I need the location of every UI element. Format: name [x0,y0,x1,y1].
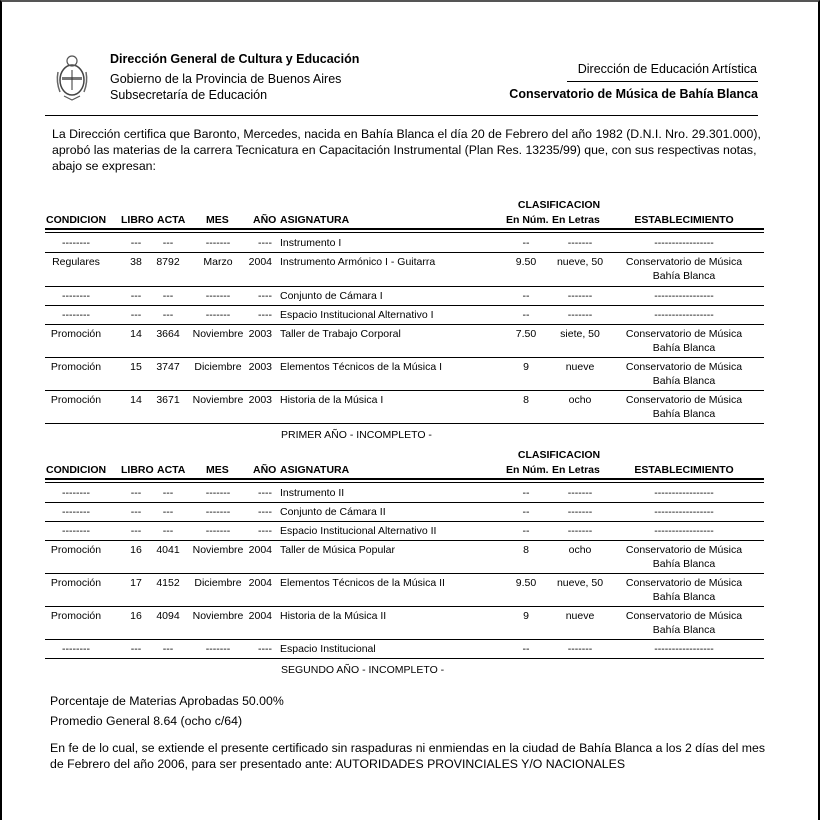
row-separator [45,606,764,607]
cell-nota-letras: nueve [565,610,595,622]
cell-nota-numero: 8 [523,394,529,406]
cell-nota-numero: -- [522,237,530,249]
cell-establecimiento: Conservatorio de Música [625,361,743,373]
row-separator [45,252,764,253]
column-header-libro: LIBRO [121,214,154,226]
cell-nota-numero: -- [522,525,530,537]
cell-nota-letras: ------- [567,506,593,518]
cell-libro: --- [130,506,142,518]
cell-anio: ---- [258,643,272,655]
column-header-anio: AÑO [253,464,277,476]
cell-libro: --- [130,237,142,249]
header-double-rule [45,478,764,483]
cell-asignatura: Taller de Trabajo Corporal [280,328,401,340]
row-separator [45,502,764,503]
cell-asignatura: Instrumento II [280,487,345,499]
cell-condicion: -------- [62,525,90,537]
row-separator [45,540,764,541]
column-header-mes: MES [206,464,229,476]
cell-establecimiento: ----------------- [654,309,714,321]
cell-condicion: -------- [62,309,90,321]
cell-libro: --- [130,309,142,321]
cell-asignatura: Espacio Institucional Alternativo I [280,309,434,321]
row-separator [45,324,764,325]
cell-mes: Diciembre [194,361,242,373]
cell-condicion: -------- [62,643,90,655]
cell-asignatura: Espacio Institucional Alternativo II [280,525,437,537]
cell-acta: --- [162,237,174,249]
cell-mes: ------- [205,506,231,518]
cell-mes: Noviembre [192,394,244,406]
column-header-mes: MES [206,214,229,226]
cell-acta: 4094 [156,610,180,622]
cell-nota-letras: nueve [565,361,595,373]
row-separator [45,286,764,287]
cell-anio: ---- [258,290,272,302]
cell-nota-letras: nueve, 50 [556,256,604,268]
cell-libro: 14 [130,394,142,406]
row-separator [45,305,764,306]
cell-asignatura: Conjunto de Cámara I [280,290,383,302]
cell-mes: ------- [205,525,231,537]
column-header-clasificacion: CLASIFICACION [517,199,601,211]
cell-condicion: -------- [62,487,90,499]
row-separator [45,521,764,522]
closing-statement: En fe de lo cual, se extiende el presente certificado sin raspaduras ni enmiendas en la ciudad de Bahía Blanca a los 2 días del mes de Febrero del año 2006, para ser presentado ante: AUTORIDADES PROVINCIALES Y/O NACIONALES [50,741,766,771]
cell-libro: --- [130,290,142,302]
cell-anio: 2004 [248,610,272,622]
cell-establecimiento-ciudad: Bahía Blanca [652,342,716,354]
header-double-rule [45,228,764,233]
cell-nota-numero: 9 [523,610,529,622]
cell-nota-numero: -- [522,290,530,302]
column-header-libro: LIBRO [121,464,154,476]
cell-asignatura: Espacio Institucional [280,643,376,655]
cell-establecimiento-ciudad: Bahía Blanca [652,591,716,603]
cell-condicion: Regulares [52,256,100,268]
cell-anio: ---- [258,506,272,518]
cell-acta: 3747 [156,361,180,373]
cell-mes: ------- [205,487,231,499]
column-header-establecimiento: ESTABLECIMIENTO [634,214,734,226]
column-header-condicion: CONDICION [46,214,107,226]
cell-libro: --- [130,643,142,655]
cell-establecimiento: Conservatorio de Música [625,577,743,589]
cell-condicion: Promoción [50,394,102,406]
column-header-en-letras: En Letras [552,464,600,476]
cell-establecimiento: Conservatorio de Música [625,328,743,340]
cell-acta: 8792 [156,256,180,268]
cell-nota-numero: 9.50 [515,577,537,589]
column-header-establecimiento: ESTABLECIMIENTO [634,464,734,476]
general-average: Promedio General 8.64 (ocho c/64) [50,714,243,728]
cell-nota-numero: -- [522,643,530,655]
cell-acta: 3664 [156,328,180,340]
cell-asignatura: Historia de la Música II [280,610,387,622]
cell-acta: --- [162,290,174,302]
column-header-en-num: En Núm. [506,464,549,476]
cell-nota-numero: -- [522,506,530,518]
column-header-asignatura: ASIGNATURA [280,214,350,226]
cell-anio: ---- [258,487,272,499]
cell-condicion: Promoción [50,544,102,556]
dept-rule [567,81,758,82]
cell-mes: ------- [205,290,231,302]
column-header-en-num: En Núm. [506,214,549,226]
cell-acta: --- [162,506,174,518]
column-header-condicion: CONDICION [46,464,107,476]
cell-condicion: Promoción [50,610,102,622]
cell-nota-numero: -- [522,487,530,499]
cell-mes: ------- [205,643,231,655]
row-separator [45,573,764,574]
row-separator [45,423,764,424]
cell-acta: --- [162,643,174,655]
column-header-anio: AÑO [253,214,277,226]
column-header-asignatura: ASIGNATURA [280,464,350,476]
cell-nota-numero: 9.50 [515,256,537,268]
cell-asignatura: Historia de la Música I [280,394,384,406]
cell-libro: 38 [130,256,142,268]
cell-asignatura: Instrumento I [280,237,342,249]
cell-establecimiento: ----------------- [654,487,714,499]
cell-anio: 2003 [248,394,272,406]
cell-establecimiento-ciudad: Bahía Blanca [652,624,716,636]
cell-anio: 2003 [248,361,272,373]
cell-establecimiento: ----------------- [654,506,714,518]
cell-condicion: Promoción [50,577,102,589]
row-separator [45,658,764,659]
cell-nota-numero: -- [522,309,530,321]
cell-acta: 4041 [156,544,180,556]
cell-establecimiento: Conservatorio de Música [625,256,743,268]
cell-nota-numero: 9 [523,361,529,373]
cell-establecimiento-ciudad: Bahía Blanca [652,375,716,387]
cell-establecimiento-ciudad: Bahía Blanca [652,270,716,282]
cell-mes: ------- [205,309,231,321]
cell-nota-letras: ------- [567,290,593,302]
org-line-3: Subsecretaría de Educación [110,88,268,102]
cell-libro: --- [130,525,142,537]
cell-anio: 2004 [248,577,272,589]
header-rule [45,115,758,116]
cell-libro: 15 [130,361,142,373]
cell-nota-letras: ------- [567,643,593,655]
cell-nota-letras: ocho [568,394,592,406]
cell-libro: 16 [130,544,142,556]
cell-asignatura: Instrumento Armónico I - Guitarra [280,256,436,268]
cell-nota-letras: siete, 50 [560,328,600,340]
column-header-en-letras: En Letras [552,214,600,226]
cell-establecimiento-ciudad: Bahía Blanca [652,558,716,570]
cell-anio: 2004 [248,256,272,268]
cell-nota-letras: ocho [568,544,592,556]
cell-establecimiento: ----------------- [654,290,714,302]
cell-libro: --- [130,487,142,499]
cell-condicion: -------- [62,290,90,302]
year-status-footer: PRIMER AÑO - INCOMPLETO - [281,429,432,441]
cell-mes: Noviembre [192,328,244,340]
cell-nota-letras: ------- [567,525,593,537]
cell-nota-letras: ------- [567,237,593,249]
institution-name: Conservatorio de Música de Bahía Blanca [509,87,758,101]
cell-acta: 3671 [156,394,180,406]
cell-acta: --- [162,309,174,321]
cell-nota-numero: 7.50 [515,328,537,340]
cell-mes: Marzo [203,256,233,268]
cell-anio: ---- [258,309,272,321]
column-header-acta: ACTA [157,464,186,476]
cell-acta: 4152 [156,577,180,589]
cell-asignatura: Taller de Música Popular [280,544,395,556]
approved-percentage: Porcentaje de Materias Aprobadas 50.00% [50,694,284,708]
cell-mes: Noviembre [192,610,244,622]
cell-libro: 16 [130,610,142,622]
row-separator [45,639,764,640]
row-separator [45,357,764,358]
row-separator [45,390,764,391]
cell-asignatura: Elementos Técnicos de la Música II [280,577,445,589]
cell-asignatura: Elementos Técnicos de la Música I [280,361,443,373]
year-status-footer: SEGUNDO AÑO - INCOMPLETO - [281,664,445,676]
cell-establecimiento: Conservatorio de Música [625,610,743,622]
cell-nota-numero: 8 [523,544,529,556]
cell-establecimiento: Conservatorio de Música [625,544,743,556]
cell-libro: 14 [130,328,142,340]
department-name: Dirección de Educación Artística [577,62,757,76]
org-line-2: Gobierno de la Provincia de Buenos Aires [110,72,342,86]
cell-nota-letras: ------- [567,487,593,499]
cell-establecimiento-ciudad: Bahía Blanca [652,408,716,420]
certification-intro: La Dirección certifica que Baronto, Mercedes, nacida en Bahía Blanca el día 20 de Febrero del año 1982 (D.N.I. Nro. 29.301.000), aprobó las materias de la carrera Tecnicatura en Capacitación Instrumental (Plan Res. 13235/99) que, con sus respectivas notas, abajo se expresan: [52,127,761,173]
cell-nota-letras: ------- [567,309,593,321]
cell-establecimiento: ----------------- [654,525,714,537]
cell-anio: 2003 [248,328,272,340]
cell-condicion: -------- [62,237,90,249]
cell-anio: 2004 [248,544,272,556]
cell-mes: Diciembre [194,577,242,589]
cell-mes: ------- [205,237,231,249]
cell-acta: --- [162,487,174,499]
cell-asignatura: Conjunto de Cámara II [280,506,386,518]
cell-condicion: -------- [62,506,90,518]
column-header-acta: ACTA [157,214,186,226]
org-title: Dirección General de Cultura y Educación [110,52,360,66]
coat-of-arms-icon [54,50,90,104]
cell-establecimiento: ----------------- [654,237,714,249]
cell-nota-letras: nueve, 50 [556,577,604,589]
cell-mes: Noviembre [192,544,244,556]
cell-libro: 17 [130,577,142,589]
cell-establecimiento: Conservatorio de Música [625,394,743,406]
column-header-clasificacion: CLASIFICACION [517,449,601,461]
cell-establecimiento: ----------------- [654,643,714,655]
cell-condicion: Promoción [50,328,102,340]
cell-anio: ---- [258,525,272,537]
cell-condicion: Promoción [50,361,102,373]
cell-anio: ---- [258,237,272,249]
cell-acta: --- [162,525,174,537]
